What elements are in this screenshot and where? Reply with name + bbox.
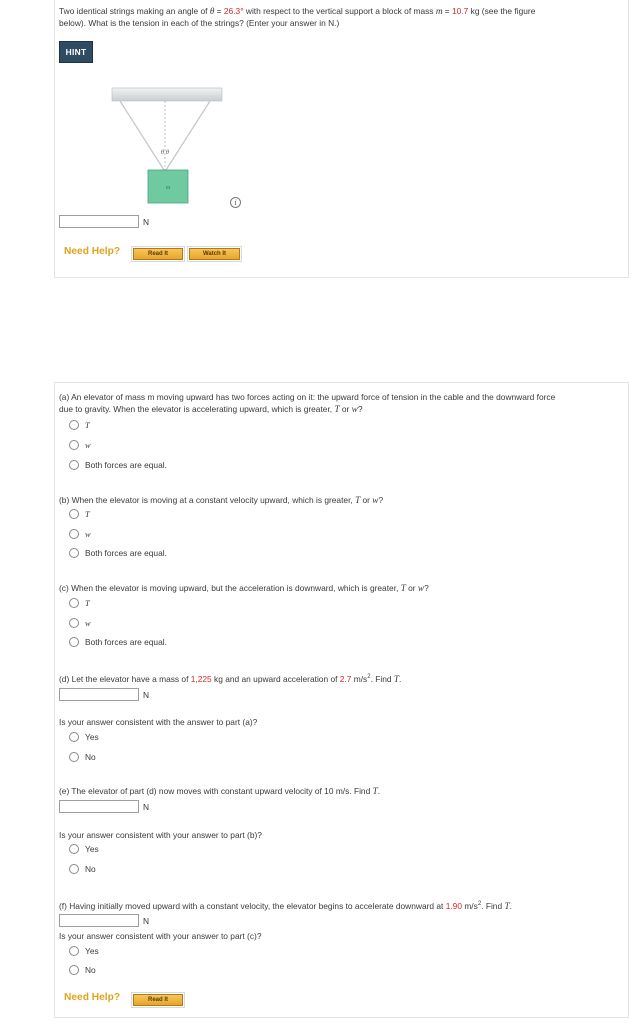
part-e-answer-input[interactable] xyxy=(59,800,139,813)
radio-button[interactable] xyxy=(69,864,79,874)
part-f-option-yes[interactable]: Yes xyxy=(69,946,99,956)
part-e-consistency-question: Is your answer consistent with your answer to part (b)? xyxy=(59,830,262,840)
part-d-question: (d) Let the elevator have a mass of 1,225 kg and an upward acceleration of 2.7 $m/s^2$. Find T. xyxy=(59,674,402,684)
problem-2-panel xyxy=(54,382,629,1018)
right-string xyxy=(166,101,210,170)
part-d-unit-label: N xyxy=(143,690,150,700)
part-e-option-yes[interactable]: Yes xyxy=(69,844,99,854)
part-d-answer-input[interactable] xyxy=(59,688,139,701)
radio-button[interactable] xyxy=(69,548,79,558)
part-f-consistency-question: Is your answer consistent with your answer to part (c)? xyxy=(59,931,262,941)
part-f-question: (f) Having initially moved upward with a constant velocity, the elevator begins to accelerate downward at 1.90 $m/s^2$. Find T. xyxy=(59,901,512,911)
part-b-option-t[interactable]: T xyxy=(69,509,90,519)
part-c-option-t[interactable]: T xyxy=(69,598,90,608)
part-e-unit-label: N xyxy=(143,802,150,812)
part-c-option-equal[interactable]: Both forces are equal. xyxy=(69,637,167,647)
part-e-option-no[interactable]: No xyxy=(69,864,96,874)
radio-button[interactable] xyxy=(69,844,79,854)
ceiling-support xyxy=(112,88,222,101)
block-label: m xyxy=(165,185,171,191)
part-f-unit-label: N xyxy=(143,916,150,926)
tension-figure xyxy=(100,80,240,210)
read-it-button[interactable]: Read It xyxy=(133,248,183,260)
part-d-consistency-question: Is your answer consistent with the answer to part (a)? xyxy=(59,717,258,727)
watch-it-button[interactable]: Watch It xyxy=(189,248,240,260)
part-a-option-w[interactable]: w xyxy=(69,440,91,450)
part-f-option-no[interactable]: No xyxy=(69,965,96,975)
radio-button[interactable] xyxy=(69,965,79,975)
radio-button[interactable] xyxy=(69,529,79,539)
tension-unit-label: N xyxy=(143,217,150,227)
part-e-question: (e) The elevator of part (d) now moves with constant upward velocity of 10 m/s. Find T. xyxy=(59,786,381,796)
left-string xyxy=(120,101,164,170)
radio-button[interactable] xyxy=(69,752,79,762)
hint-button[interactable]: HINT xyxy=(59,41,93,63)
radio-button[interactable] xyxy=(69,440,79,450)
part-d-option-yes[interactable]: Yes xyxy=(69,732,99,742)
radio-button[interactable] xyxy=(69,509,79,519)
need-help-label-2: Need Help? xyxy=(64,992,121,1003)
part-b-question: (b) When the elevator is moving at a constant velocity upward, which is greater, T or w? xyxy=(59,495,384,505)
part-d-option-no[interactable]: No xyxy=(69,752,96,762)
part-b-option-equal[interactable]: Both forces are equal. xyxy=(69,548,167,558)
radio-button[interactable] xyxy=(69,637,79,647)
radio-button[interactable] xyxy=(69,946,79,956)
problem-1-statement: Two identical strings making an angle of θ = 26.3° with respect to the vertical support a block of mass m = 10.7 kg (see the figure below). What is the tension in each of the strings? (Enter your answer in N.) xyxy=(59,6,536,28)
tension-answer-input[interactable] xyxy=(59,215,139,228)
radio-button[interactable] xyxy=(69,598,79,608)
part-a-question: (a) An elevator of mass m moving upward has two forces acting on it: the upward force of tension in the cable and the downward force due to gravity. When the elevator is accelerating upward, which is greater, T or w? xyxy=(59,392,556,414)
radio-button[interactable] xyxy=(69,618,79,628)
radio-button[interactable] xyxy=(69,420,79,430)
radio-button[interactable] xyxy=(69,732,79,742)
read-it-button-2[interactable]: Read It xyxy=(133,994,183,1006)
angle-label: θ θ xyxy=(160,150,170,156)
part-c-option-w[interactable]: w xyxy=(69,618,91,628)
info-icon[interactable]: i xyxy=(230,197,241,208)
part-a-option-equal[interactable]: Both forces are equal. xyxy=(69,460,167,470)
need-help-label: Need Help? xyxy=(64,246,121,257)
part-c-question: (c) When the elevator is moving upward, but the acceleration is downward, which is greater, T or w? xyxy=(59,583,429,593)
part-f-answer-input[interactable] xyxy=(59,914,139,927)
part-b-option-w[interactable]: w xyxy=(69,529,91,539)
radio-button[interactable] xyxy=(69,460,79,470)
part-a-option-t[interactable]: T xyxy=(69,420,90,430)
